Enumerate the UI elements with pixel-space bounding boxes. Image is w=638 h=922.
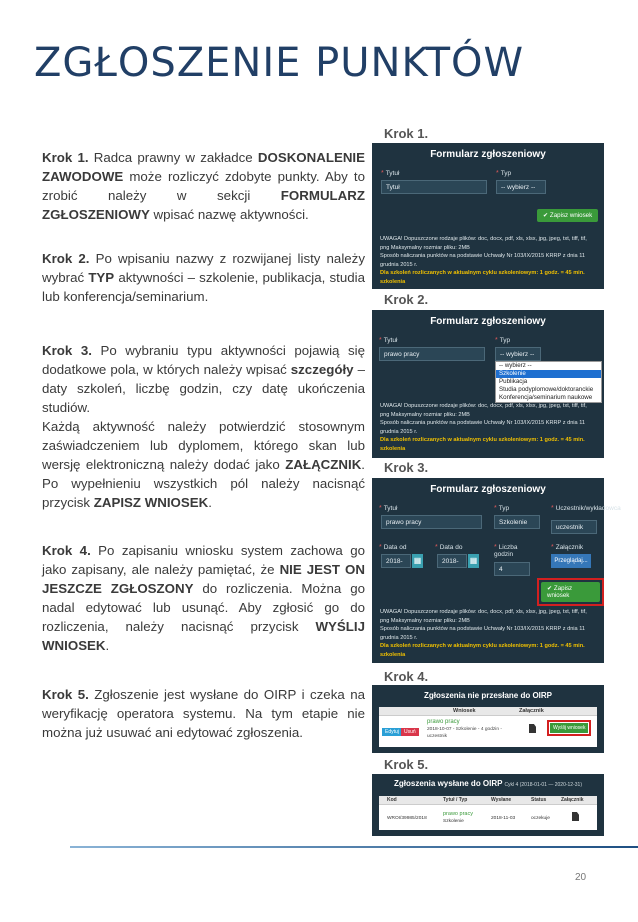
form-header: Formularz zgłoszeniowy (430, 484, 546, 495)
form-header: Formularz zgłoszeniowy (430, 149, 546, 160)
item-detail: 2018-10-07 - Szkolenie - 4 godzin - uczestnik (427, 727, 502, 739)
dropdown-option[interactable]: -- wybierz -- (499, 362, 532, 369)
tytul-input[interactable]: Tytuł (381, 180, 487, 194)
row-kod: WROI/39985/2018 (387, 816, 427, 821)
file-icon[interactable] (529, 724, 536, 733)
date-from-label: * Data od (379, 544, 407, 551)
dropdown-option[interactable]: Studia podyplomowe/doktoranckie (499, 386, 594, 393)
col-tytul: Tytuł / Typ (443, 797, 468, 803)
save-button[interactable]: ✔ Zapisz wniosek (537, 209, 598, 222)
typ-select[interactable]: -- wybierz -- (495, 347, 541, 361)
tytul-label: * Tytuł (379, 505, 398, 512)
dropdown-option[interactable]: Konferencja/seminarium naukowe (499, 394, 593, 401)
hours-input[interactable]: 4 (494, 562, 530, 576)
send-button-highlight (547, 720, 591, 736)
item-title: prawo pracy (427, 719, 460, 725)
delete-button[interactable]: Usuń (401, 728, 419, 736)
page-title: ZGŁOSZENIE PUNKTÓW (34, 40, 525, 86)
step-4-text: Krok 4. Po zapisaniu wniosku system zachowa go jako zapisany, ale należy pamiętać, że NIE JEST ON JESZCZE ZGŁOSZONY do rozliczenia. Można go nadal edytować lub usunąć. Aby zgłosić go do rozliczenia, należy nacisnąć przycisk WYŚLIJ WNIOSEK. (42, 543, 365, 653)
form-panel-step2 (372, 310, 604, 458)
form-note: UWAGA! Dopuszczone rodzaje plików: doc, docx, pdf, xls, xlsx, jpg, jpeg, txt, tiff, tif, png Maksymalny rozmiar pliku: 2MB Sposób naliczania punktów na podstawie Uchwały Nr 103/IX/2015 KRRP z dnia 11 grudnia 2015 r. Dla szkoleń rozliczanych w aktualnym cyklu szkoleniowym: 1 godz. = 45 min. szkolenia (380, 403, 587, 452)
role-select[interactable]: uczestnik (551, 520, 597, 534)
sent-cycle: Cykl 4 (2018-01-01 — 2020-12-31) (504, 782, 582, 788)
step-5-text: Krok 5. Zgłoszenie jest wysłane do OIRP i czeka na weryfikację operatora systemu. Na tym etapie nie można już usuwać ani edytować zgłoszenia. (42, 687, 365, 740)
footer-divider (70, 846, 638, 848)
typ-select[interactable]: Szkolenie (494, 515, 540, 529)
form-header: Formularz zgłoszeniowy (430, 316, 546, 327)
send-button[interactable]: Wyślij wniosek (550, 723, 588, 733)
typ-dropdown-list (495, 361, 602, 403)
sent-header: Zgłoszenia wysłane do OIRP (394, 779, 503, 788)
tytul-label: * Tytuł (381, 170, 400, 177)
unsent-header: Zgłoszenia nie przesłane do OIRP (423, 691, 553, 700)
hours-label: * Liczba godzin (494, 544, 518, 558)
dropdown-option[interactable]: Publikacja (499, 378, 528, 385)
col-zalacznik: Załącznik (561, 797, 584, 803)
dropdown-option[interactable]: Szkolenie (496, 370, 601, 378)
typ-label: * Typ (496, 170, 512, 177)
tytul-input[interactable]: prawo pracy (381, 515, 482, 529)
col-wyslane: Wysłane (491, 797, 512, 803)
file-icon[interactable] (572, 812, 579, 821)
save-button[interactable]: ✔ Zapisz wniosek (541, 582, 600, 602)
date-from-input[interactable]: 2018- (381, 554, 411, 568)
unsent-panel (372, 685, 604, 753)
step-2-text: Krok 2. Po wpisaniu nazwy z rozwijanej listy należy wybrać TYP aktywności – szkolenie, publikacja, studia lub konferencja/seminarium. (42, 251, 365, 304)
typ-label: * Typ (495, 337, 511, 344)
sent-panel (372, 774, 604, 836)
check-icon: ✔ (543, 212, 549, 219)
form-note: UWAGA! Dopuszczone rodzaje plików: doc, docx, pdf, xls, xlsx, jpg, jpeg, txt, tiff, tif, png Maksymalny rozmiar pliku: 2MB Sposób naliczania punktów na podstawie Uchwały Nr 103/IX/2015 KRRP z dnia 11 grudnia 2015 r. Dla szkoleń rozliczanych w aktualnym cyklu szkoleniowym: 1 godz. = 45 min. szkolenia (380, 609, 587, 658)
form-note: UWAGA! Dopuszczone rodzaje plików: doc, docx, pdf, xls, xlsx, jpg, jpeg, txt, tiff, tif, png Maksymalny rozmiar pliku: 2MB Sposób naliczania punktów na podstawie Uchwały Nr 103/IX/2015 KRRP z dnia 11 grudnia 2015 r. Dla szkoleń rozliczanych w aktualnym cyklu szkoleniowym: 1 godz. = 45 min. szkolenia (380, 236, 587, 285)
page-number: 20 (575, 872, 587, 883)
calendar-icon[interactable]: ▦ (468, 554, 479, 568)
krok-5-label: Krok 5. (384, 757, 429, 772)
unsent-table (379, 707, 597, 747)
date-to-label: * Data do (435, 544, 463, 551)
sent-header-row (372, 774, 604, 792)
tytul-label: * Tytuł (379, 337, 398, 344)
col-zalacznik: Załącznik (519, 708, 544, 714)
col-kod: Kod (387, 797, 397, 803)
step-3-text: Krok 3. Po wybraniu typu aktywności pojawią się dodatkowe pola, w których należy wpisać szczegóły – daty szkoleń, liczbę godzin, czy datę ukończenia studiów. Każdą aktywność należy potwierdzić stosownym zaświadczeniem lub dyplomem, którego skan lub wersję elektroniczną należy dodać jako ZAŁĄCZNIK. Po wypełnieniu wszystkich pól należy nacisnąć przycisk ZAPISZ WNIOSEK. (42, 343, 366, 510)
edit-button[interactable]: Edytuj (382, 728, 402, 736)
sent-table (379, 796, 597, 830)
form-panel-step3 (372, 478, 621, 663)
attachment-label: * Załącznik (551, 544, 584, 551)
browse-button[interactable]: Przeglądaj... (551, 554, 591, 568)
row-typ: Szkolenie (443, 819, 464, 824)
check-icon: ✔ (547, 585, 553, 592)
calendar-icon[interactable]: ▦ (412, 554, 423, 568)
role-label: * Uczestnik/wykładowca (551, 505, 621, 512)
row-status: oczekuje (531, 816, 550, 821)
krok-1-label: Krok 1. (384, 126, 429, 141)
save-button-highlight (537, 578, 604, 606)
date-to-input[interactable]: 2018- (437, 554, 467, 568)
form-panel-step1 (372, 143, 604, 289)
col-wniosek: Wniosek (453, 708, 476, 714)
col-status: Status (531, 797, 547, 803)
krok-3-label: Krok 3. (384, 460, 429, 475)
row-wyslane: 2018-11-03 (491, 816, 516, 821)
krok-4-label: Krok 4. (384, 669, 429, 684)
tytul-input[interactable]: prawo pracy (379, 347, 485, 361)
row-tytul: prawo pracy (443, 811, 473, 817)
step-1-text: Krok 1. Radca prawny w zakładce DOSKONALENIE ZAWODOWE może rozliczyć zdobyte punkty. Aby to zrobić należy w sekcji FORMULARZ ZGŁOSZENIOWY wpisać nazwę aktywności. (42, 150, 365, 222)
typ-label: * Typ (494, 505, 510, 512)
krok-2-label: Krok 2. (384, 292, 429, 307)
typ-select[interactable]: -- wybierz -- (496, 180, 546, 194)
